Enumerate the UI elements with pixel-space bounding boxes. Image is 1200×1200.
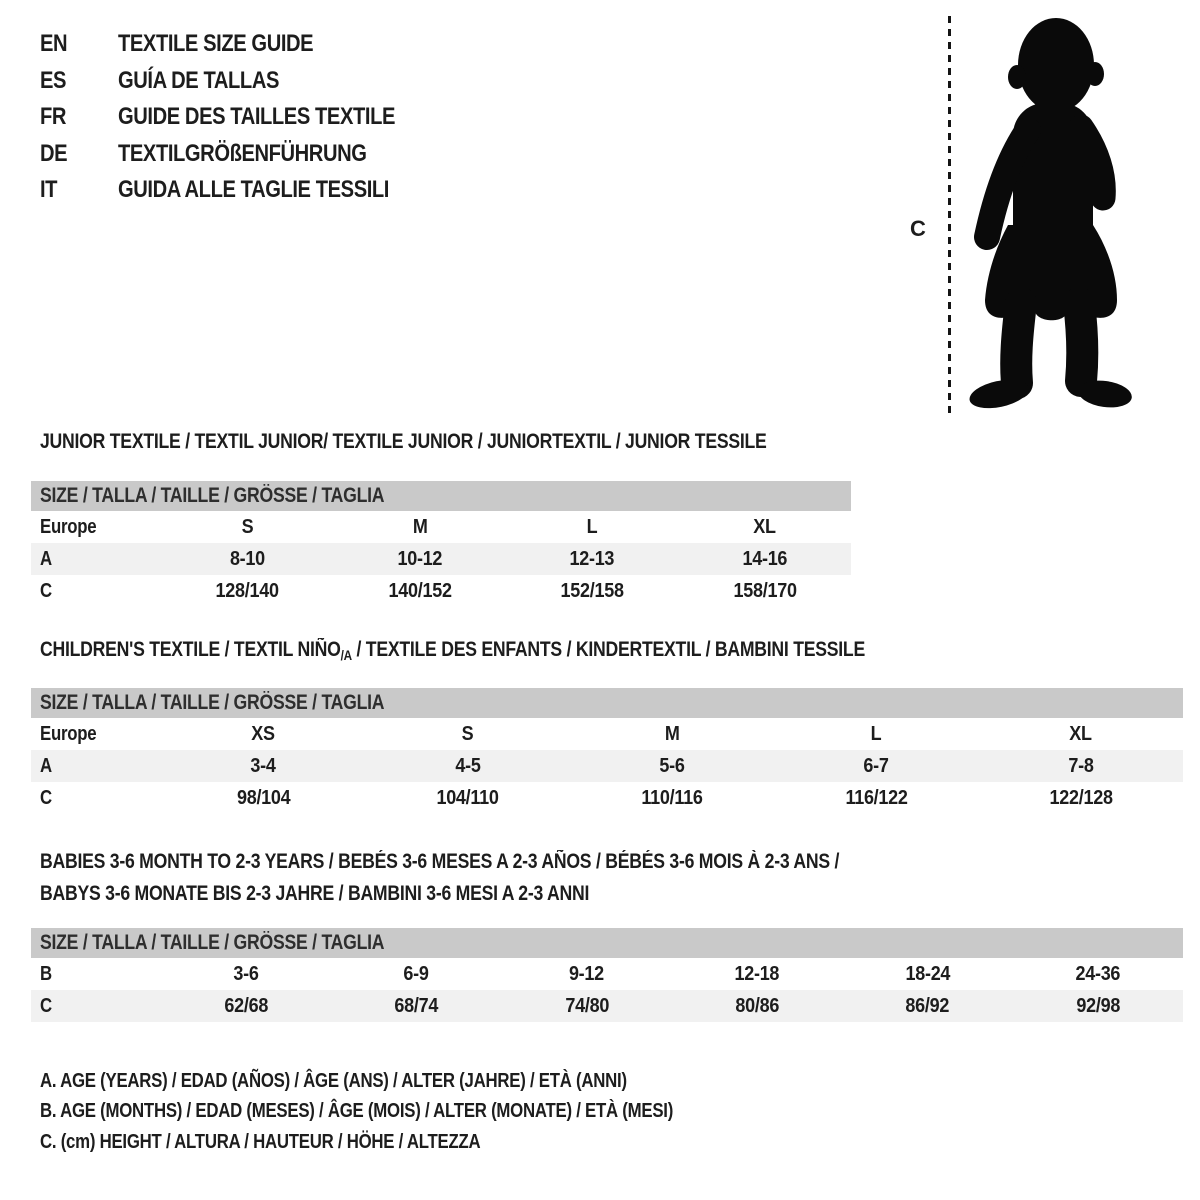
language-title: TEXTILE SIZE GUIDE (118, 30, 314, 58)
table-row: A 8-10 10-12 12-13 14-16 (31, 543, 851, 575)
language-title: TEXTILGRÖßENFÜHRUNG (118, 139, 367, 167)
toddler-silhouette-icon (963, 14, 1138, 416)
children-size-header-bar: SIZE / TALLA / TAILLE / GRÖSSE / TAGLIA (31, 688, 1183, 718)
language-title: GUÍA DE TALLAS (118, 66, 279, 94)
language-title: GUIDE DES TAILLES TEXTILE (118, 103, 395, 131)
footnote-height-cm: C. (cm) HEIGHT / ALTURA / HAUTEUR / HÖHE / ALTEZZA (40, 1130, 481, 1153)
babies-size-table (31, 928, 1183, 1022)
children-size-table (31, 688, 1183, 814)
language-row-es (40, 63, 448, 100)
table-row: A 3-4 4-5 5-6 6-7 7-8 (31, 750, 1183, 782)
language-code: ES (40, 66, 67, 94)
language-row-de (40, 136, 448, 173)
height-measure-dashed-line (948, 16, 951, 418)
language-code: DE (40, 139, 68, 167)
language-row-it (40, 172, 448, 209)
junior-size-header-bar: SIZE / TALLA / TAILLE / GRÖSSE / TAGLIA (31, 481, 851, 511)
babies-size-header-bar: SIZE / TALLA / TAILLE / GRÖSSE / TAGLIA (31, 928, 1183, 958)
language-row-fr (40, 99, 448, 136)
table-row: Europe XS S M L XL (40, 722, 1093, 745)
footnote-legend (40, 1066, 794, 1158)
children-section-title: CHILDREN'S TEXTILE / TEXTIL NIÑO/A / TEXTILE DES ENFANTS / KINDERTEXTIL / BAMBINI TESSILE (40, 638, 865, 663)
junior-size-table (31, 481, 851, 607)
table-row: C 98/104 104/110 110/116 116/122 122/128 (40, 786, 1113, 809)
table-row: Europe S M L XL (40, 515, 776, 538)
language-title-list (40, 26, 448, 209)
language-code: IT (40, 176, 58, 204)
junior-section-title: JUNIOR TEXTILE / TEXTIL JUNIOR/ TEXTILE JUNIOR / JUNIORTEXTIL / JUNIOR TESSILE (40, 430, 767, 453)
footnote-age-months: B. AGE (MONTHS) / EDAD (MESES) / ÂGE (MOIS) / ALTER (MONATE) / ETÀ (MESI) (40, 1100, 674, 1123)
language-row-en (40, 26, 448, 63)
height-measure-label: C (910, 216, 926, 241)
table-row: B 3-6 6-9 9-12 12-18 18-24 24-36 (40, 962, 1121, 985)
table-row: C 128/140 140/152 152/158 158/170 (40, 579, 797, 602)
footnote-age-years: A. AGE (YEARS) / EDAD (AÑOS) / ÂGE (ANS) / ALTER (JAHRE) / ETÀ (ANNI) (40, 1069, 627, 1092)
table-row: C 62/68 68/74 74/80 80/86 86/92 92/98 (31, 990, 1183, 1022)
nino-a-subscript: /A (340, 647, 352, 663)
language-code: FR (40, 103, 67, 131)
language-code: EN (40, 30, 68, 58)
babies-section-title: BABIES 3-6 MONTH TO 2-3 YEARS / BEBÉS 3-6 MESES A 2-3 AÑOS / BÉBÉS 3-6 MOIS À 2-3 ANS / BABYS 3-6 MONATE BIS 2-3 JAHRE / BAMBINI 3-6 MESI A 2-3 ANNI (40, 850, 840, 905)
language-title: GUIDA ALLE TAGLIE TESSILI (118, 176, 389, 204)
